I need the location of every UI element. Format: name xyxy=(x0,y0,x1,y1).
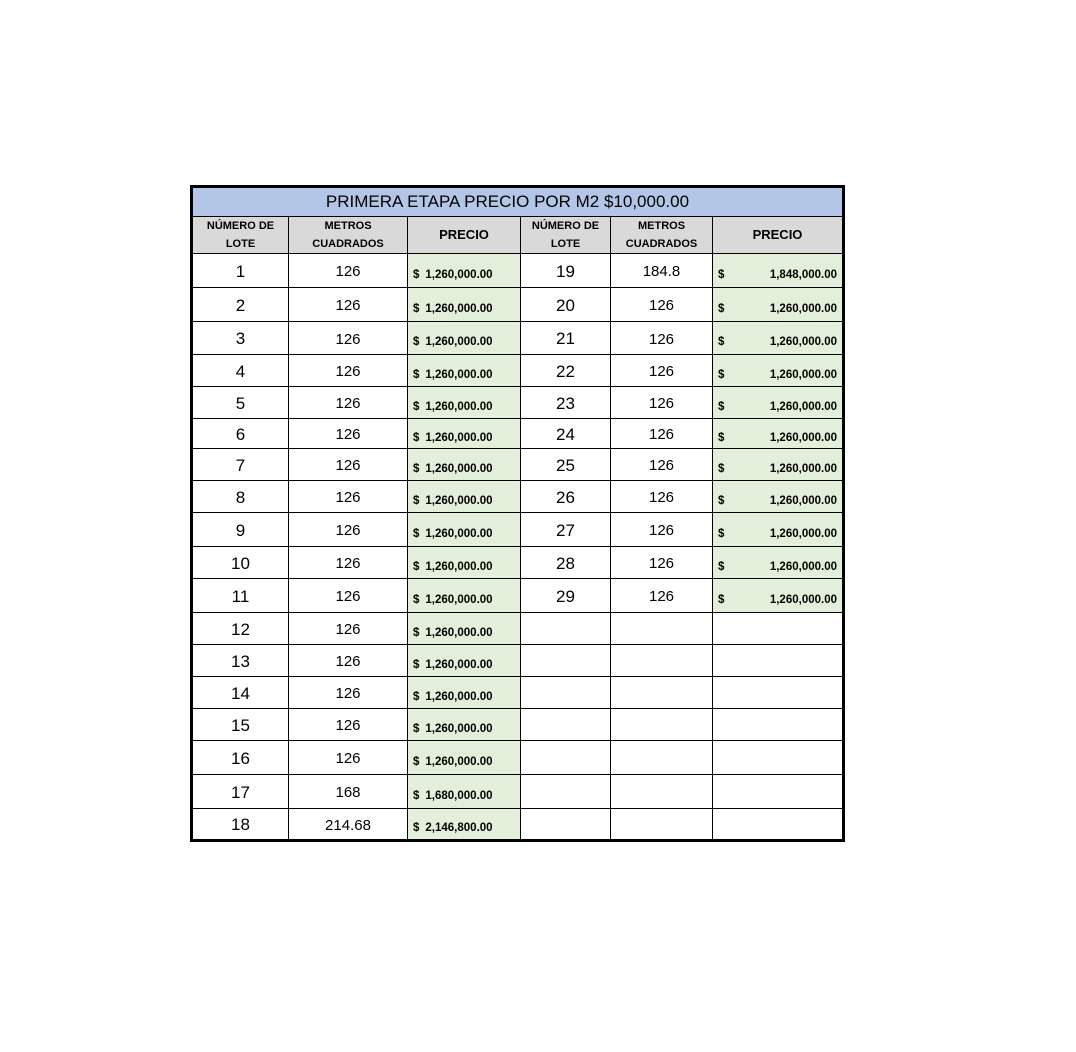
currency-symbol: $ xyxy=(413,368,420,381)
empty-cell xyxy=(611,645,713,677)
metros-cell: 126 xyxy=(289,513,408,547)
currency-symbol: $ xyxy=(413,789,420,802)
empty-cell xyxy=(521,613,611,645)
precio-content xyxy=(408,822,520,834)
currency-symbol: $ xyxy=(718,593,725,606)
precio-amount: 1,260,000.00 xyxy=(425,593,493,606)
precio-cell xyxy=(408,449,521,481)
currency-symbol: $ xyxy=(718,268,725,281)
precio-amount: 1,848,000.00 xyxy=(769,268,837,281)
currency-symbol: $ xyxy=(718,494,725,507)
empty-cell xyxy=(713,809,844,841)
metros-cell: 126 xyxy=(289,322,408,355)
metros-cell: 126 xyxy=(289,387,408,419)
precio-content xyxy=(713,336,842,348)
header-lote-line2: LOTE xyxy=(550,238,581,250)
metros-cell: 126 xyxy=(611,579,713,613)
precio-cell xyxy=(713,355,844,387)
lote-cell: 28 xyxy=(521,547,611,579)
lote-cell: 23 xyxy=(521,387,611,419)
lote-cell: 8 xyxy=(192,481,289,513)
currency-symbol: $ xyxy=(413,722,420,735)
empty-cell xyxy=(521,775,611,809)
precio-cell xyxy=(408,419,521,449)
precio-content xyxy=(408,495,520,507)
precio-amount: 1,260,000.00 xyxy=(769,560,837,573)
currency-symbol: $ xyxy=(413,336,420,348)
header-metros-line2: CUADRADOS xyxy=(625,238,698,250)
precio-content xyxy=(713,269,842,281)
lote-cell: 16 xyxy=(192,741,289,775)
table-title-text: PRIMERA ETAPA PRECIO POR M2 $10,000.00 xyxy=(325,192,690,211)
precio-cell xyxy=(713,579,844,613)
precio-content xyxy=(408,401,520,413)
table-row xyxy=(192,481,844,513)
metros-cell: 126 xyxy=(611,513,713,547)
precio-cell xyxy=(408,613,521,645)
precio-amount: 1,260,000.00 xyxy=(425,368,493,381)
metros-cell: 126 xyxy=(289,709,408,741)
precio-cell xyxy=(408,547,521,579)
lote-cell: 27 xyxy=(521,513,611,547)
precio-content xyxy=(408,594,520,606)
metros-cell: 126 xyxy=(611,449,713,481)
precio-content xyxy=(713,303,842,315)
precio-amount: 1,260,000.00 xyxy=(769,593,837,606)
table-row xyxy=(192,741,844,775)
empty-cell xyxy=(713,613,844,645)
precio-amount: 1,260,000.00 xyxy=(769,431,837,444)
table-row xyxy=(192,613,844,645)
currency-symbol: $ xyxy=(413,626,420,639)
precio-content xyxy=(408,659,520,671)
currency-symbol: $ xyxy=(413,302,420,315)
precio-cell xyxy=(713,513,844,547)
precio-content xyxy=(408,369,520,381)
header-lote-right xyxy=(521,217,611,254)
precio-cell xyxy=(408,387,521,419)
table-row xyxy=(192,322,844,355)
precio-cell xyxy=(713,419,844,449)
metros-cell: 126 xyxy=(611,322,713,355)
currency-symbol: $ xyxy=(718,368,725,381)
header-metros-line1: METROS xyxy=(324,220,372,232)
precio-amount: 1,260,000.00 xyxy=(425,494,493,507)
currency-symbol: $ xyxy=(413,527,420,540)
precio-amount: 1,260,000.00 xyxy=(425,690,493,703)
empty-cell xyxy=(611,741,713,775)
table-row xyxy=(192,579,844,613)
lote-cell: 4 xyxy=(192,355,289,387)
table-row xyxy=(192,775,844,809)
table-row xyxy=(192,254,844,288)
lote-cell: 1 xyxy=(192,254,289,288)
lote-cell: 14 xyxy=(192,677,289,709)
precio-content xyxy=(408,303,520,315)
precio-cell xyxy=(408,809,521,841)
precio-amount: 1,260,000.00 xyxy=(425,560,493,573)
precio-amount: 2,146,800.00 xyxy=(425,822,493,834)
currency-symbol: $ xyxy=(718,302,725,315)
precio-cell xyxy=(408,579,521,613)
precio-cell xyxy=(408,288,521,322)
precio-amount: 1,260,000.00 xyxy=(425,462,493,475)
metros-cell: 126 xyxy=(611,288,713,322)
precio-content xyxy=(713,561,842,573)
precio-cell xyxy=(713,387,844,419)
empty-cell xyxy=(521,809,611,841)
precio-content xyxy=(408,561,520,573)
precio-amount: 1,260,000.00 xyxy=(769,302,837,315)
precio-cell xyxy=(408,322,521,355)
lote-cell: 5 xyxy=(192,387,289,419)
precio-amount: 1,260,000.00 xyxy=(769,336,837,348)
currency-symbol: $ xyxy=(718,400,725,413)
metros-cell: 126 xyxy=(289,254,408,288)
metros-cell: 126 xyxy=(289,645,408,677)
precio-content xyxy=(408,269,520,281)
empty-cell xyxy=(521,741,611,775)
lote-cell: 9 xyxy=(192,513,289,547)
precio-cell xyxy=(713,481,844,513)
precio-amount: 1,260,000.00 xyxy=(769,462,837,475)
precio-content xyxy=(408,691,520,703)
table-row xyxy=(192,677,844,709)
table-row xyxy=(192,355,844,387)
table-row xyxy=(192,547,844,579)
currency-symbol: $ xyxy=(413,431,420,444)
lote-cell: 10 xyxy=(192,547,289,579)
metros-cell: 126 xyxy=(289,288,408,322)
precio-content xyxy=(713,594,842,606)
metros-cell: 184.8 xyxy=(611,254,713,288)
header-metros-right xyxy=(611,217,713,254)
metros-cell: 126 xyxy=(289,741,408,775)
precio-content xyxy=(408,528,520,540)
precio-cell xyxy=(408,254,521,288)
header-metros-line2: CUADRADOS xyxy=(312,238,384,250)
header-lote-left xyxy=(192,217,289,254)
precio-content xyxy=(713,528,842,540)
precio-cell xyxy=(713,254,844,288)
precio-cell xyxy=(408,775,521,809)
currency-symbol: $ xyxy=(413,755,420,768)
precio-cell xyxy=(408,513,521,547)
precio-amount: 1,260,000.00 xyxy=(425,658,493,671)
table-row xyxy=(192,709,844,741)
lote-cell: 2 xyxy=(192,288,289,322)
header-metros-line1: METROS xyxy=(637,220,686,232)
precio-cell xyxy=(408,481,521,513)
precio-amount: 1,260,000.00 xyxy=(425,268,493,281)
header-lote-line1: NÚMERO DE xyxy=(206,220,275,232)
currency-symbol: $ xyxy=(413,462,420,475)
metros-cell: 126 xyxy=(611,355,713,387)
lote-cell: 21 xyxy=(521,322,611,355)
precio-content xyxy=(408,756,520,768)
metros-cell: 126 xyxy=(611,419,713,449)
lote-cell: 15 xyxy=(192,709,289,741)
lote-cell: 19 xyxy=(521,254,611,288)
metros-cell: 126 xyxy=(611,547,713,579)
lote-cell: 13 xyxy=(192,645,289,677)
currency-symbol: $ xyxy=(413,658,420,671)
lote-cell: 24 xyxy=(521,419,611,449)
lote-cell: 17 xyxy=(192,775,289,809)
precio-amount: 1,260,000.00 xyxy=(769,527,837,540)
precio-content xyxy=(408,723,520,735)
lote-cell: 26 xyxy=(521,481,611,513)
currency-symbol: $ xyxy=(413,822,420,834)
lote-cell: 12 xyxy=(192,613,289,645)
empty-cell xyxy=(521,645,611,677)
table-row xyxy=(192,645,844,677)
precio-content xyxy=(408,463,520,475)
lote-cell: 29 xyxy=(521,579,611,613)
empty-cell xyxy=(713,645,844,677)
currency-symbol: $ xyxy=(413,560,420,573)
empty-cell xyxy=(713,775,844,809)
empty-cell xyxy=(611,809,713,841)
currency-symbol: $ xyxy=(413,494,420,507)
empty-cell xyxy=(521,709,611,741)
lote-cell: 3 xyxy=(192,322,289,355)
empty-cell xyxy=(611,677,713,709)
metros-cell: 168 xyxy=(289,775,408,809)
precio-content xyxy=(408,790,520,802)
precio-cell xyxy=(408,645,521,677)
table-row xyxy=(192,288,844,322)
precio-amount: 1,260,000.00 xyxy=(425,302,493,315)
table-title xyxy=(192,187,844,217)
precio-cell xyxy=(408,709,521,741)
precio-cell xyxy=(408,741,521,775)
precio-cell xyxy=(713,449,844,481)
precio-amount: 1,260,000.00 xyxy=(769,494,837,507)
currency-symbol: $ xyxy=(413,400,420,413)
precio-cell xyxy=(713,288,844,322)
empty-cell xyxy=(611,613,713,645)
currency-symbol: $ xyxy=(718,462,725,475)
empty-cell xyxy=(713,709,844,741)
header-precio-left: PRECIO xyxy=(408,217,521,254)
empty-cell xyxy=(521,677,611,709)
metros-cell: 126 xyxy=(289,449,408,481)
precio-content xyxy=(408,432,520,444)
precio-amount: 1,260,000.00 xyxy=(425,431,493,444)
precio-amount: 1,260,000.00 xyxy=(425,755,493,768)
currency-symbol: $ xyxy=(413,593,420,606)
metros-cell: 126 xyxy=(611,387,713,419)
lote-cell: 11 xyxy=(192,579,289,613)
metros-cell: 126 xyxy=(289,419,408,449)
precio-cell xyxy=(713,547,844,579)
precio-content xyxy=(713,495,842,507)
precio-content xyxy=(713,463,842,475)
precio-amount: 1,260,000.00 xyxy=(769,400,837,413)
header-precio-right: PRECIO xyxy=(713,217,844,254)
header-metros-left xyxy=(289,217,408,254)
header-lote-line1: NÚMERO DE xyxy=(531,220,600,232)
metros-cell: 214.68 xyxy=(289,809,408,841)
lote-cell: 7 xyxy=(192,449,289,481)
precio-cell xyxy=(408,355,521,387)
currency-symbol: $ xyxy=(718,336,725,348)
metros-cell: 126 xyxy=(289,677,408,709)
precio-content xyxy=(713,401,842,413)
header-lote-line2: LOTE xyxy=(225,238,256,250)
lote-cell: 6 xyxy=(192,419,289,449)
empty-cell xyxy=(713,741,844,775)
empty-cell xyxy=(713,677,844,709)
metros-cell: 126 xyxy=(289,579,408,613)
precio-cell xyxy=(408,677,521,709)
precio-amount: 1,260,000.00 xyxy=(425,722,493,735)
table-row xyxy=(192,809,844,841)
metros-cell: 126 xyxy=(289,547,408,579)
currency-symbol: $ xyxy=(718,431,725,444)
lote-cell: 25 xyxy=(521,449,611,481)
precio-amount: 1,260,000.00 xyxy=(769,368,837,381)
metros-cell: 126 xyxy=(289,355,408,387)
currency-symbol: $ xyxy=(413,268,420,281)
precio-amount: 1,260,000.00 xyxy=(425,527,493,540)
precio-amount: 1,260,000.00 xyxy=(425,336,493,348)
precio-content xyxy=(713,432,842,444)
lote-cell: 22 xyxy=(521,355,611,387)
empty-cell xyxy=(611,775,713,809)
precio-content xyxy=(713,369,842,381)
price-table xyxy=(190,185,845,842)
metros-cell: 126 xyxy=(289,613,408,645)
precio-amount: 1,260,000.00 xyxy=(425,626,493,639)
table-row xyxy=(192,387,844,419)
metros-cell: 126 xyxy=(611,481,713,513)
empty-cell xyxy=(611,709,713,741)
table-row xyxy=(192,513,844,547)
table-row xyxy=(192,419,844,449)
lote-cell: 20 xyxy=(521,288,611,322)
precio-content xyxy=(408,627,520,639)
precio-amount: 1,260,000.00 xyxy=(425,400,493,413)
currency-symbol: $ xyxy=(413,690,420,703)
table-row xyxy=(192,449,844,481)
metros-cell: 126 xyxy=(289,481,408,513)
lote-cell: 18 xyxy=(192,809,289,841)
precio-amount: 1,680,000.00 xyxy=(425,789,493,802)
precio-cell xyxy=(713,322,844,355)
currency-symbol: $ xyxy=(718,560,725,573)
precio-content xyxy=(408,336,520,348)
currency-symbol: $ xyxy=(718,527,725,540)
